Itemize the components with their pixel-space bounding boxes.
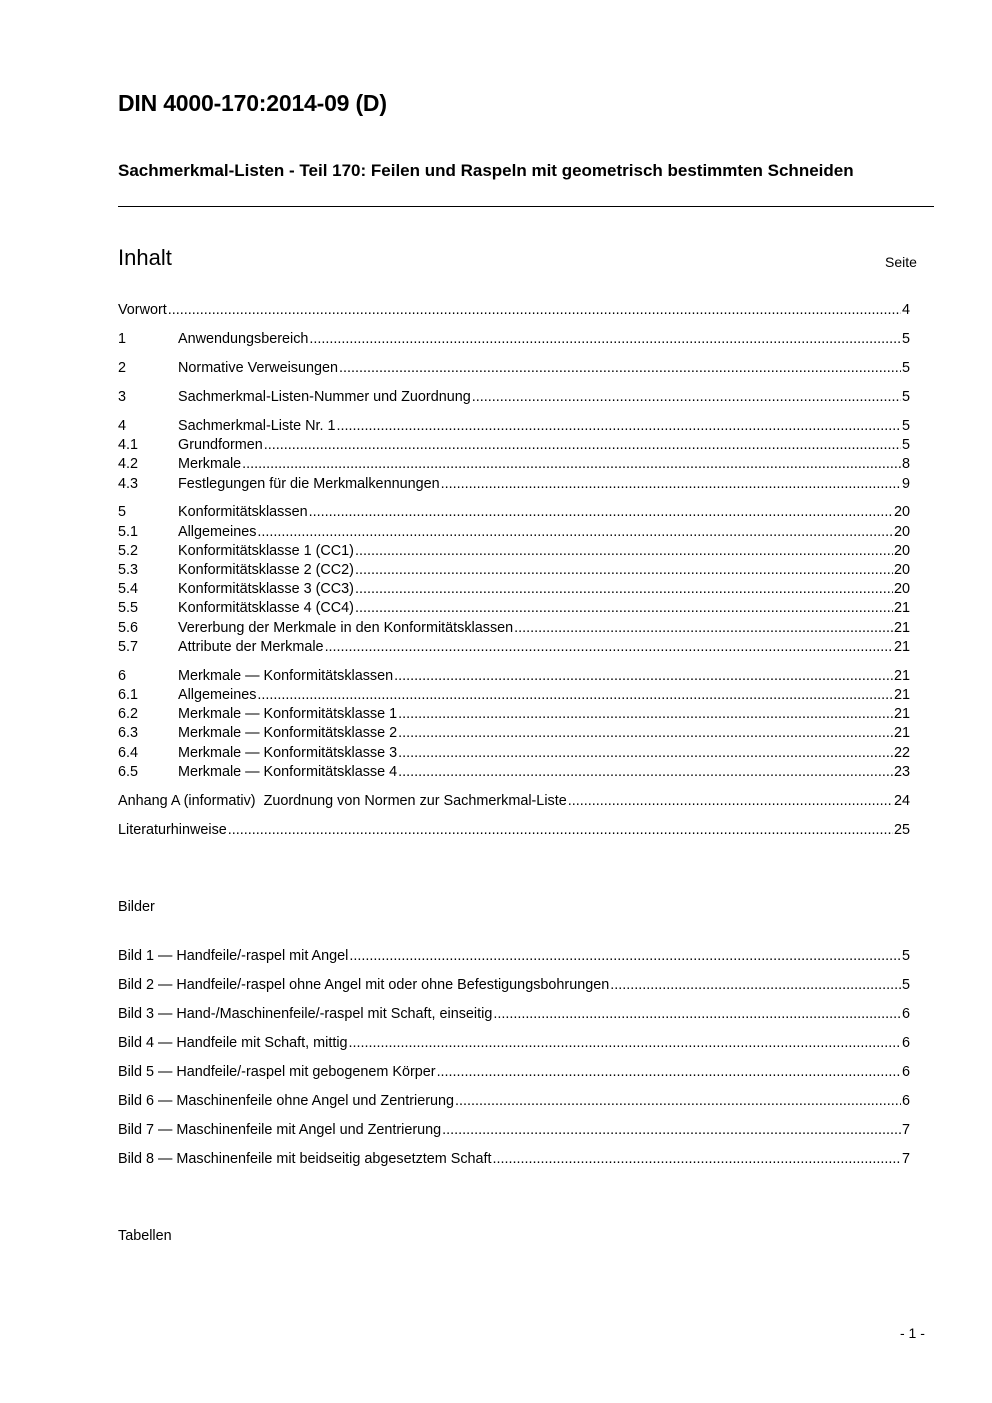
toc-entry[interactable] (118, 580, 910, 599)
leader-dots (228, 821, 893, 840)
toc-entry[interactable] (118, 705, 910, 724)
figure-page: 5 (901, 976, 910, 993)
figure-page: 6 (901, 1005, 910, 1022)
toc-page: 21 (893, 600, 910, 617)
figure-page: 5 (901, 948, 910, 964)
toc-page: 5 (901, 417, 910, 434)
toc-number: 6.1 (118, 686, 139, 703)
leader-dots (349, 947, 901, 966)
toc-label: Konformitätsklassen (178, 504, 308, 521)
leader-dots (398, 705, 893, 724)
figure-entry[interactable] (118, 1034, 910, 1053)
table-of-contents (118, 301, 910, 840)
leader-dots (437, 1063, 901, 1082)
toc-entry[interactable] (118, 821, 910, 840)
figures-heading: Bilder (118, 899, 155, 915)
leader-dots (493, 1005, 901, 1024)
leader-dots (257, 686, 893, 705)
leader-dots (514, 619, 893, 638)
toc-number: 6.2 (118, 706, 139, 723)
toc-entry[interactable] (118, 301, 910, 320)
leader-dots (455, 1092, 901, 1111)
toc-entry[interactable] (118, 638, 910, 657)
toc-entry[interactable] (118, 686, 910, 705)
toc-entry[interactable] (118, 503, 910, 522)
toc-number: 6.5 (118, 763, 139, 780)
toc-label: Allgemeines (178, 523, 257, 540)
toc-number: 6.4 (118, 744, 139, 761)
leader-dots (355, 561, 893, 580)
toc-entry[interactable] (118, 417, 910, 436)
toc-label: Konformitätsklasse 2 (CC2) (178, 562, 354, 579)
figure-entry[interactable] (118, 1063, 910, 1082)
toc-page: 5 (901, 437, 910, 454)
toc-entry[interactable] (118, 763, 910, 782)
leader-dots (355, 542, 893, 561)
toc-page: 21 (893, 619, 910, 636)
toc-page: 21 (893, 638, 910, 655)
toc-entry[interactable] (118, 455, 910, 474)
toc-label: Festlegungen für die Merkmalkennungen (178, 475, 440, 492)
figure-label: Bild 7 — Maschinenfeile mit Angel und Zentrierung (118, 1121, 442, 1138)
toc-entry[interactable] (118, 436, 910, 455)
figure-label: Bild 1 — Handfeile/-raspel mit Angel (118, 948, 349, 964)
toc-number: 5.3 (118, 562, 139, 579)
toc-page: 25 (893, 821, 910, 838)
toc-label: Merkmale — Konformitätsklasse 1 (178, 706, 398, 723)
toc-number: 5.6 (118, 619, 139, 636)
toc-label: Anwendungsbereich (178, 330, 309, 347)
leader-dots (349, 1034, 901, 1053)
toc-label: Literaturhinweise (118, 821, 227, 838)
leader-dots (325, 638, 893, 657)
toc-number: 1 (118, 330, 127, 347)
toc-label: Merkmale — Konformitätsklasse 3 (178, 744, 398, 761)
toc-page: 23 (893, 763, 910, 780)
toc-label: Merkmale (178, 456, 242, 473)
leader-dots (242, 455, 901, 474)
toc-number: 6.3 (118, 725, 139, 742)
contents-heading: Inhalt (118, 245, 172, 270)
toc-label: Sachmerkmal-Liste Nr. 1 (178, 417, 336, 434)
toc-number: 5.4 (118, 581, 139, 598)
figure-entry[interactable] (118, 1005, 910, 1024)
leader-dots (568, 792, 893, 811)
toc-label: Merkmale — Konformitätsklasse 4 (178, 763, 398, 780)
toc-label: Konformitätsklasse 1 (CC1) (178, 542, 354, 559)
page-number: - 1 - (900, 1325, 925, 1341)
toc-number: 4 (118, 417, 127, 434)
toc-page: 22 (893, 744, 910, 761)
toc-entry[interactable] (118, 561, 910, 580)
leader-dots (257, 523, 893, 542)
toc-page: 21 (893, 706, 910, 723)
toc-label: Allgemeines (178, 686, 257, 703)
toc-label: Normative Verweisungen (178, 359, 338, 376)
toc-page: 5 (901, 359, 910, 376)
toc-entry[interactable] (118, 724, 910, 743)
page-column-label: Seite (885, 254, 917, 270)
toc-page: 4 (901, 302, 910, 318)
toc-number: 5 (118, 504, 127, 521)
toc-entry[interactable] (118, 388, 910, 407)
figure-label: Bild 6 — Maschinenfeile ohne Angel und Zentrierung (118, 1092, 454, 1109)
document-id: DIN 4000-170:2014-09 (D) (118, 90, 387, 116)
leader-dots (441, 475, 901, 494)
toc-number: 4.3 (118, 475, 139, 492)
leader-dots (309, 330, 901, 349)
toc-entry[interactable] (118, 523, 910, 542)
leader-dots (398, 724, 893, 743)
figure-page: 6 (901, 1034, 910, 1051)
tables-heading: Tabellen (118, 1228, 172, 1244)
toc-entry[interactable] (118, 330, 910, 349)
toc-number: 5.7 (118, 638, 139, 655)
toc-page: 5 (901, 388, 910, 405)
toc-entry[interactable] (118, 744, 910, 763)
toc-label: Vererbung der Merkmale in den Konformitätsklassen (178, 619, 514, 636)
toc-entry[interactable] (118, 359, 910, 378)
toc-label: Merkmale — Konformitätsklassen (178, 667, 394, 684)
toc-entry[interactable] (118, 475, 910, 494)
toc-page: 21 (893, 725, 910, 742)
toc-label: Anhang A (informativ) Zuordnung von Normen zur Sachmerkmal-Liste (118, 792, 567, 809)
figure-entry[interactable] (118, 947, 910, 966)
toc-entry[interactable] (118, 619, 910, 638)
leader-dots (398, 744, 893, 763)
toc-page: 20 (893, 504, 910, 521)
figure-entry[interactable] (118, 976, 910, 995)
leader-dots (309, 503, 893, 522)
leader-dots (337, 417, 901, 436)
toc-number: 6 (118, 667, 127, 684)
leader-dots (472, 388, 901, 407)
toc-entry[interactable] (118, 792, 910, 811)
toc-page: 20 (893, 562, 910, 579)
leader-dots (610, 976, 901, 995)
leader-dots (394, 667, 893, 686)
leader-dots (355, 599, 893, 618)
toc-number: 5.2 (118, 542, 139, 559)
toc-label: Merkmale — Konformitätsklasse 2 (178, 725, 398, 742)
toc-label: Konformitätsklasse 3 (CC3) (178, 581, 354, 598)
title-rule (118, 206, 934, 207)
leader-dots (493, 1150, 901, 1169)
toc-label: Attribute der Merkmale (178, 638, 324, 655)
figure-page: 6 (901, 1092, 910, 1109)
toc-entry[interactable] (118, 667, 910, 686)
leader-dots (355, 580, 893, 599)
toc-label: Konformitätsklasse 4 (CC4) (178, 600, 354, 617)
leader-dots (398, 763, 893, 782)
figure-label: Bild 8 — Maschinenfeile mit beidseitig abgesetztem Schaft (118, 1150, 492, 1167)
toc-label: Grundformen (178, 437, 263, 454)
figure-label: Bild 4 — Handfeile mit Schaft, mittig (118, 1034, 348, 1051)
toc-page: 20 (893, 542, 910, 559)
toc-page: 20 (893, 523, 910, 540)
toc-page: 21 (893, 667, 910, 684)
figure-label: Bild 5 — Handfeile/-raspel mit gebogenem Körper (118, 1063, 436, 1080)
leader-dots (339, 359, 901, 378)
toc-page: 8 (901, 456, 910, 473)
figure-entry[interactable] (118, 1150, 910, 1169)
toc-number: 2 (118, 359, 127, 376)
toc-page: 9 (901, 475, 910, 492)
toc-page: 21 (893, 686, 910, 703)
figure-page: 6 (901, 1063, 910, 1080)
figure-page: 7 (901, 1150, 910, 1167)
figure-page: 7 (901, 1121, 910, 1138)
toc-number: 5.5 (118, 600, 139, 617)
leader-dots (168, 301, 901, 320)
list-of-figures (118, 947, 910, 1169)
toc-page: 20 (893, 581, 910, 598)
figure-label: Bild 3 — Hand-/Maschinenfeile/-raspel mit Schaft, einseitig (118, 1005, 493, 1022)
figure-entry[interactable] (118, 1092, 910, 1111)
toc-page: 5 (901, 330, 910, 347)
toc-label: Vorwort (118, 302, 167, 318)
leader-dots (264, 436, 901, 455)
figure-label: Bild 2 — Handfeile/-raspel ohne Angel mit oder ohne Befestigungsbohrungen (118, 976, 610, 993)
toc-number: 4.2 (118, 456, 139, 473)
toc-entry[interactable] (118, 542, 910, 561)
leader-dots (442, 1121, 901, 1140)
toc-label: Sachmerkmal-Listen-Nummer und Zuordnung (178, 388, 471, 405)
toc-page: 24 (893, 792, 910, 809)
toc-number: 4.1 (118, 437, 139, 454)
toc-number: 5.1 (118, 523, 139, 540)
toc-entry[interactable] (118, 599, 910, 618)
document-title: Sachmerkmal-Listen - Teil 170: Feilen und Raspeln mit geometrisch bestimmten Schneiden (118, 161, 854, 180)
figure-entry[interactable] (118, 1121, 910, 1140)
toc-number: 3 (118, 388, 127, 405)
